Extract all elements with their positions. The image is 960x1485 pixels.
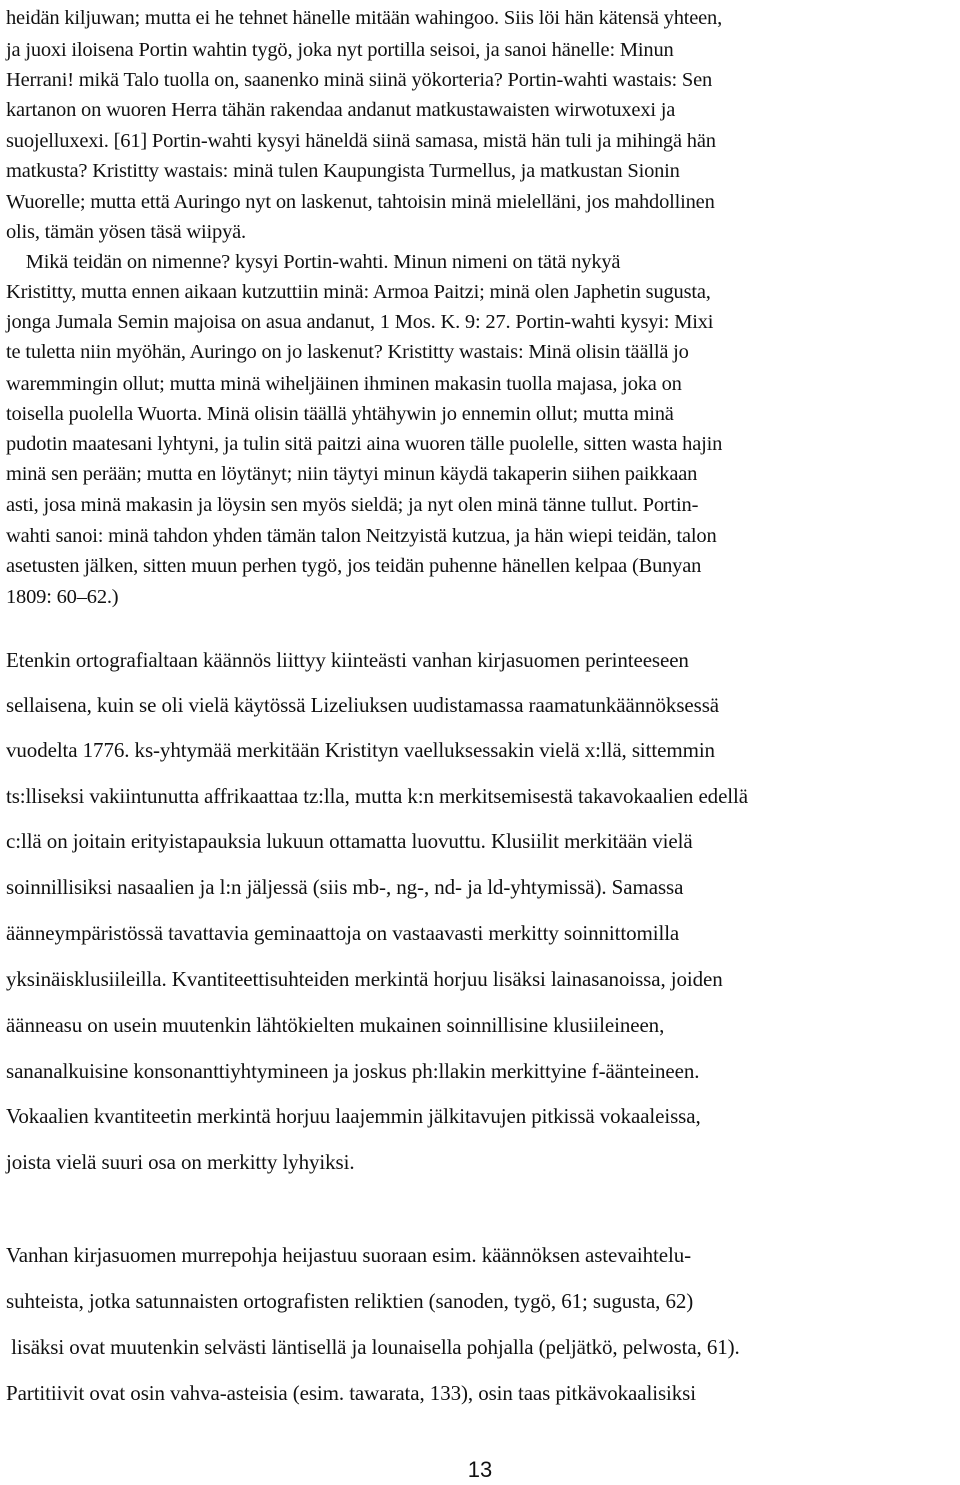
page-number: 13 — [467, 1457, 493, 1482]
paragraph-line: c:llä on joitain erityistapauksia lukuun ottamatta luovuttu. Klusiilit merkitään vielä — [6, 829, 693, 853]
quote-line: Wuorelle; mutta että Auringo nyt on laskenut, tahtoisin minä mielelläni, jos mahdollinen — [6, 191, 715, 213]
paragraph-line: lisäksi ovat muutenkin selvästi läntisellä ja lounaisella pohjalla (peljätkö, pelwosta, 61). — [6, 1335, 740, 1359]
quote-line: suojelluxexi. [61] Portin-wahti kysyi häneldä siinä samasa, mistä hän tuli ja mihingä hän — [6, 130, 716, 152]
paragraph-line: soinnillisiksi nasaalien ja l:n jäljessä (siis mb-, ng-, nd- ja ld-yhtymissä). Samassa — [6, 875, 684, 899]
paragraph-line: Vanhan kirjasuomen murrepohja heijastuu suoraan esim. käännöksen astevaihtelu- — [6, 1243, 691, 1267]
paragraph-line: äänneasu on usein muutenkin lähtökielten mukainen soinnillisine klusiileineen, — [6, 1013, 665, 1037]
paragraph-line: suhteista, jotka satunnaisten ortografisten reliktien (sanoden, tygö, 61; sugusta, 62) — [6, 1289, 694, 1313]
quote-line: heidän kiljuwan; mutta ei he tehnet hänelle mitään wahingoo. Siis löi hän kätensä yhteen, — [6, 7, 723, 29]
quote-line: kartanon on wuoren Herra tähän rakendaa andanut matkustawaisten wirwotuxexi ja — [6, 99, 676, 121]
quote-line: wahti sanoi: minä tahdon yhden tämän talon Neitzyistä kutzua, ja hän wiepi teidän, talon — [6, 525, 717, 547]
paragraph-line: vuodelta 1776. ks-yhtymää merkitään Kristityn vaelluksessakin vielä x:llä, sittemmin — [6, 738, 715, 762]
paragraph-line: Etenkin ortografialtaan käännös liittyy kiinteästi vanhan kirjasuomen perinteeseen — [6, 648, 689, 672]
quote-line: waremmingin ollut; mutta minä wiheljäinen ihminen makasin tuolla majasa, joka on — [6, 373, 682, 395]
quote-line: minä sen perään; mutta en löytänyt; niin täytyi minun käydä takaperin siihen paikkaan — [6, 463, 698, 485]
paragraph-line: joista vielä suuri osa on merkitty lyhyiksi. — [6, 1150, 355, 1174]
paragraph-line: yksinäisklusiileilla. Kvantiteettisuhteiden merkintä horjuu lisäksi lainasanoissa, joiden — [6, 967, 723, 991]
quote-line: toisella puolella Wuorta. Minä olisin täällä yhtähywin jo ennemin ollut; mutta minä — [6, 403, 674, 425]
quote-line: 1809: 60–62.) — [6, 586, 119, 608]
quote-line: matkusta? Kristitty wastais: minä tulen Kaupungista Turmellus, ja matkustan Sionin — [6, 160, 680, 182]
paragraph-line: Vokaalien kvantiteetin merkintä horjuu laajemmin jälkitavujen pitkissä vokaaleissa, — [6, 1104, 701, 1128]
quote-line: asetusten jälken, sitten muun perhen tygö, jos teidän puhenne hänellen kelpaa (Bunyan — [6, 555, 702, 577]
paragraph-line: Partitiivit ovat osin vahva-asteisia (esim. tawarata, 133), osin taas pitkävokaalisiksi — [6, 1381, 696, 1405]
quote-line: ja juoxi iloisena Portin wahtin tygö, joka nyt portilla seisoi, ja sanoi hänelle: Minun — [6, 39, 674, 61]
quote-line: pudotin maatesani lyhtyni, ja tulin sitä paitzi aina wuoren tälle puolelle, sitten wasta hajin — [6, 433, 723, 455]
paragraph-line: sellaisena, kuin se oli vielä käytössä Lizeliuksen uudistamassa raamatunkäännöksessä — [6, 693, 719, 717]
quote-line: jonga Jumala Semin majoisa on asua andanut, 1 Mos. K. 9: 27. Portin-wahti kysyi: Mixi — [6, 311, 714, 333]
quote-line: asti, josa minä makasin ja löysin sen myös sieldä; ja nyt olen minä tänne tullut. Portin- — [6, 494, 699, 516]
quote-line: Herrani! mikä Talo tuolla on, saanenko minä siinä yökorteria? Portin-wahti wastais: Sen — [6, 69, 713, 91]
quote-line: Kristitty, mutta ennen aikaan kutzuttiin minä: Armoa Paitzi; minä olen Japhetin sugusta, — [6, 281, 711, 303]
quote-line: olis, tämän yösen täsä wiipyä. — [6, 221, 246, 243]
paragraph-line: ts:lliseksi vakiintunutta affrikaattaa tz:lla, mutta k:n merkitsemisestä takavokaalien edellä — [6, 784, 748, 808]
quote-line: Mikä teidän on nimenne? kysyi Portin-wahti. Minun nimeni on tätä nykyä — [6, 251, 621, 273]
paragraph-line: äänneympäristössä tavattavia geminaattoja on vastaavasti merkitty soinnittomilla — [6, 921, 680, 945]
paragraph-line: sananalkuisine konsonanttiyhtymineen ja joskus ph:llakin merkittyine f-äänteineen. — [6, 1059, 700, 1083]
quote-line: te tuletta niin myöhän, Auringo on jo laskenut? Kristitty wastais: Minä olisin täällä jo — [6, 341, 689, 363]
